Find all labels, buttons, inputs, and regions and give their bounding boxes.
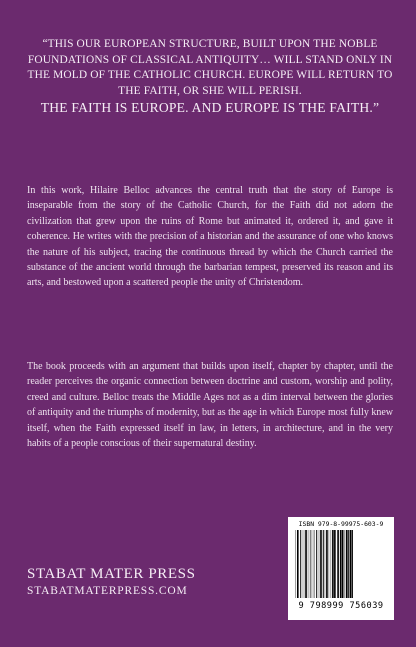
barcode-bar	[300, 530, 301, 598]
barcode-bar	[346, 530, 348, 598]
barcode-bar	[334, 530, 336, 598]
publisher-url: STABATMATERPRESS.COM	[27, 585, 188, 597]
barcode-bar	[326, 530, 328, 598]
epigraph-quote	[27, 37, 393, 116]
barcode-bar	[350, 530, 352, 598]
isbn-barcode	[288, 517, 394, 620]
description-paragraph-1: In this work, Hilaire Belloc advances the central truth that the story of Europe is inseparable from the story of the Catholic Church, for the Faith did not adorn the civilization that grew upon the ruins of Rome but animated it, ordered it, and gave it coherence. He writes with the precision of a historian and the assurance of one who knows the nature of his subject, tracing the continuous thread by which the Church carried the substance of the ancient world through the barbarian tempest, preserved its reason and its arts, and bestowed upon a scattered people the unity of Christendom.	[27, 185, 393, 289]
barcode-bar	[320, 530, 322, 598]
barcode-bar	[306, 530, 307, 598]
barcode-bar	[323, 530, 324, 598]
publisher-name: STABAT MATER PRESS	[27, 566, 196, 582]
barcode-bar	[305, 530, 306, 598]
barcode-bar	[337, 530, 339, 598]
barcode-bar	[316, 530, 317, 598]
barcode-bar	[297, 530, 299, 598]
barcode-bar	[348, 530, 349, 598]
barcode-bar	[332, 530, 334, 598]
quote-text: “THIS OUR EUROPEAN STRUCTURE, BUILT UPON THE NOBLE FOUNDATIONS OF CLASSICAL ANTIQUITY… WILL STAND ONLY IN THE MOLD OF THE CATHOLIC CHURCH. EUROPE WILL RETURN TO THE FAITH, OR SHE WILL PERISH.	[27, 38, 393, 97]
description-paragraph-2: The book proceeds with an argument that builds upon itself, chapter by chapter, until the reader perceives the organic connection between doctrine and custom, worship and polity, creed and culture. Belloc treats the Middle Ages not as a dim interval between the glories of antiquity and the triumphs of modernity, but as the age in which Europe most fully knew itself, when the Faith expressed itself in law, in letters, in architecture, and in the very habits of a people conscious of their supernatural destiny.	[27, 361, 393, 450]
barcode-bars	[295, 530, 387, 598]
barcode-bar	[352, 530, 353, 598]
barcode-digits: 9 798999 756039	[298, 601, 384, 611]
barcode-bar	[340, 530, 342, 598]
quote-emphasis: THE FAITH IS EUROPE. AND EUROPE IS THE FAITH.”	[40, 100, 380, 116]
isbn-label: ISBN 979-8-99975-603-9	[298, 520, 384, 528]
barcode-bar	[342, 530, 344, 598]
